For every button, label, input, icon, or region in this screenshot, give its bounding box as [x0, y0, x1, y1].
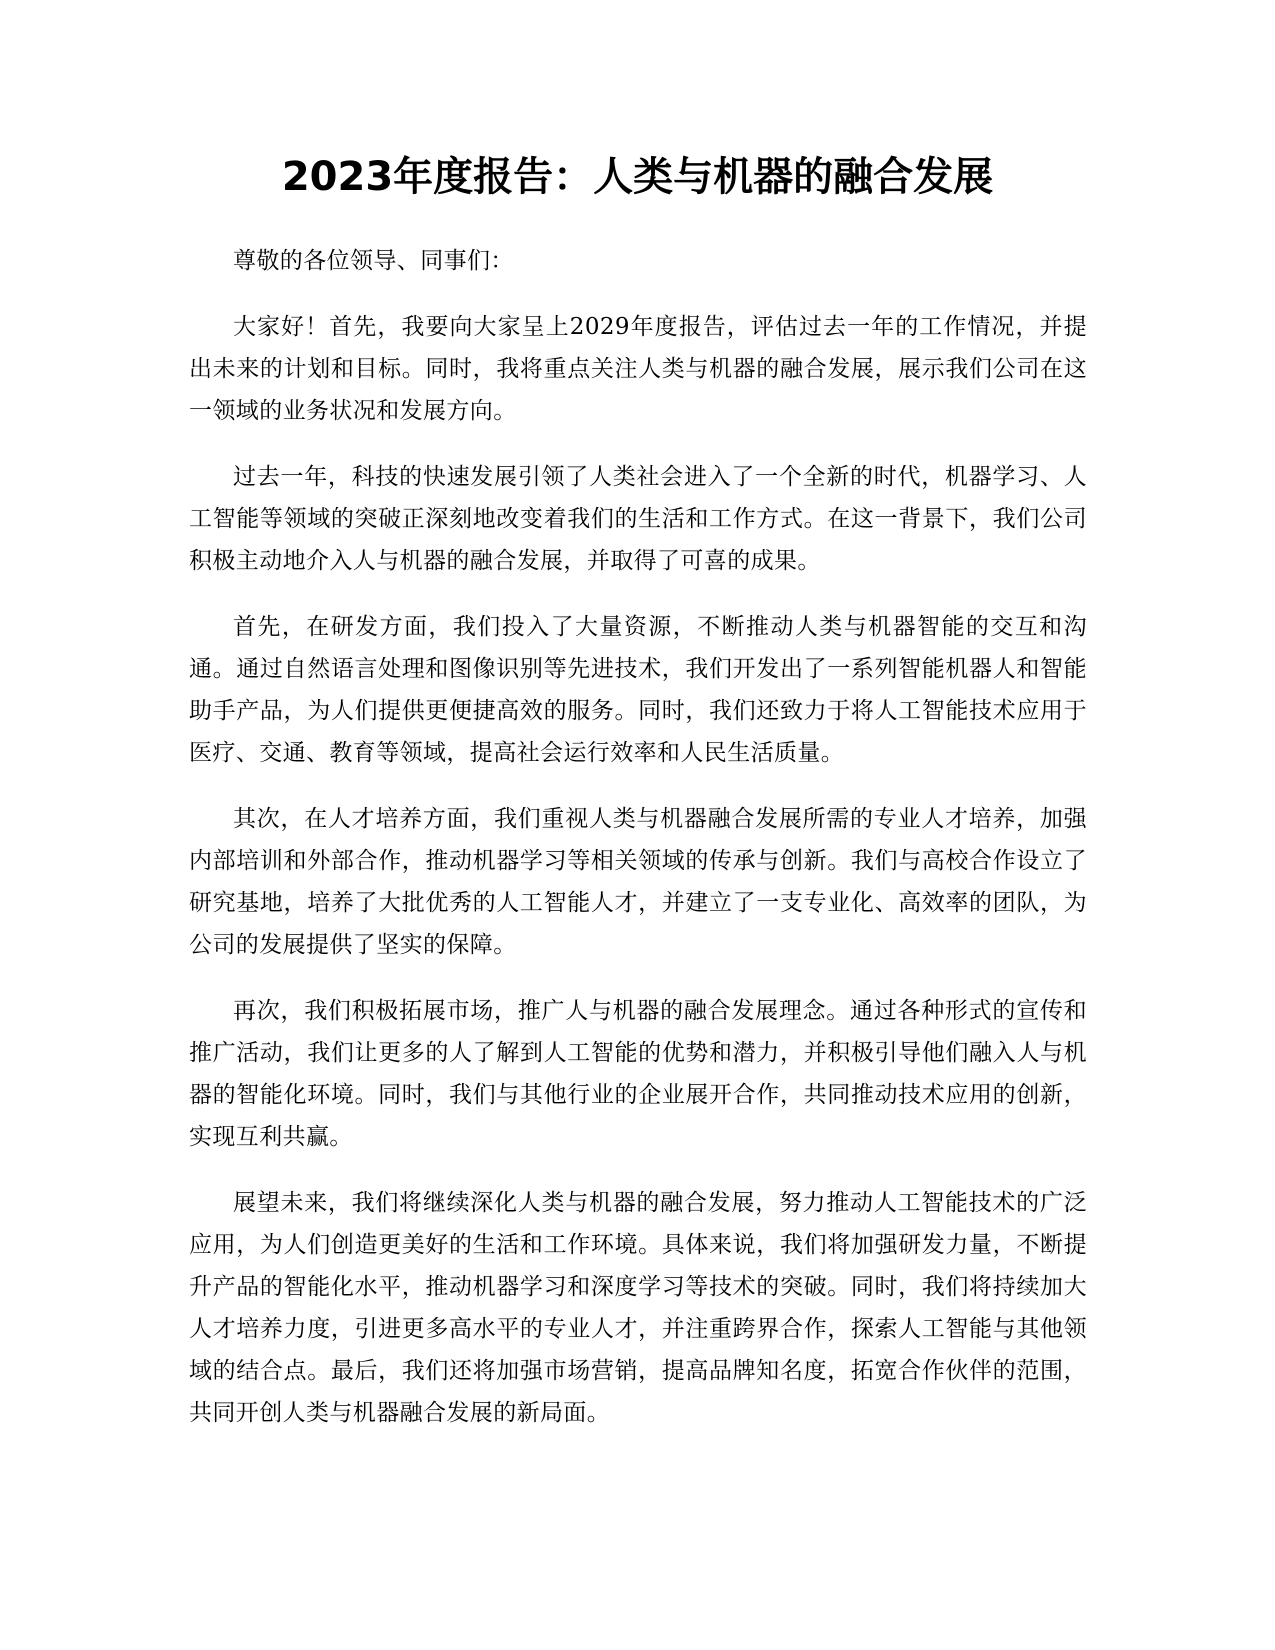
document-title: 2023年度报告：人类与机器的融合发展 [281, 154, 994, 200]
talent-paragraph: 其次，在人才培养方面，我们重视人类与机器融合发展所需的专业人才培养，加强内部培训和外部合作，推动机器学习等相关领域的传承与创新。我们与高校合作设立了研究基地，培养了大批优秀的人工智能人才，并建立了一支专业化、高效率的团队，为公司的发展提供了坚实的保障。 [189, 806, 1087, 958]
research-paragraph: 首先，在研发方面，我们投入了大量资源，不断推动人类与机器智能的交互和沟通。通过自然语言处理和图像识别等先进技术，我们开发出了一系列智能机器人和智能助手产品，为人们提供更便捷高效的服务。同时，我们还致力于将人工智能技术应用于医疗、交通、教育等领域，提高社会运行效率和人民生活质量。 [189, 614, 1087, 766]
salutation-paragraph: 尊敬的各位领导、同事们： [233, 248, 514, 274]
intro-paragraph: 大家好！首先，我要向大家呈上2029年度报告，评估过去一年的工作情况，并提出未来的计划和目标。同时，我将重点关注人类与机器的融合发展，展示我们公司在这一领域的业务状况和发展方向。 [189, 314, 1087, 424]
outlook-paragraph: 展望未来，我们将继续深化人类与机器的融合发展，努力推动人工智能技术的广泛应用，为人们创造更美好的生活和工作环境。具体来说，我们将加强研发力量，不断提升产品的智能化水平，推动机器学习和深度学习等技术的突破。同时，我们将持续加大人才培养力度，引进更多高水平的专业人才，并注重跨界合作，探索人工智能与其他领域的结合点。最后，我们还将加强市场营销，提高品牌知名度，拓宽合作伙伴的范围，共同开创人类与机器融合发展的新局面。 [189, 1190, 1087, 1426]
document-body [189, 240, 1087, 1458]
review-paragraph: 过去一年，科技的快速发展引领了人类社会进入了一个全新的时代，机器学习、人工智能等领域的突破正深刻地改变着我们的生活和工作方式。在这一背景下，我们公司积极主动地介入人与机器的融合发展，并取得了可喜的成果。 [189, 464, 1087, 574]
market-paragraph: 再次，我们积极拓展市场，推广人与机器的融合发展理念。通过各种形式的宣传和推广活动，我们让更多的人了解到人工智能的优势和潜力，并积极引导他们融入人与机器的智能化环境。同时，我们与其他行业的企业展开合作，共同推动技术应用的创新，实现互利共赢。 [189, 998, 1087, 1150]
